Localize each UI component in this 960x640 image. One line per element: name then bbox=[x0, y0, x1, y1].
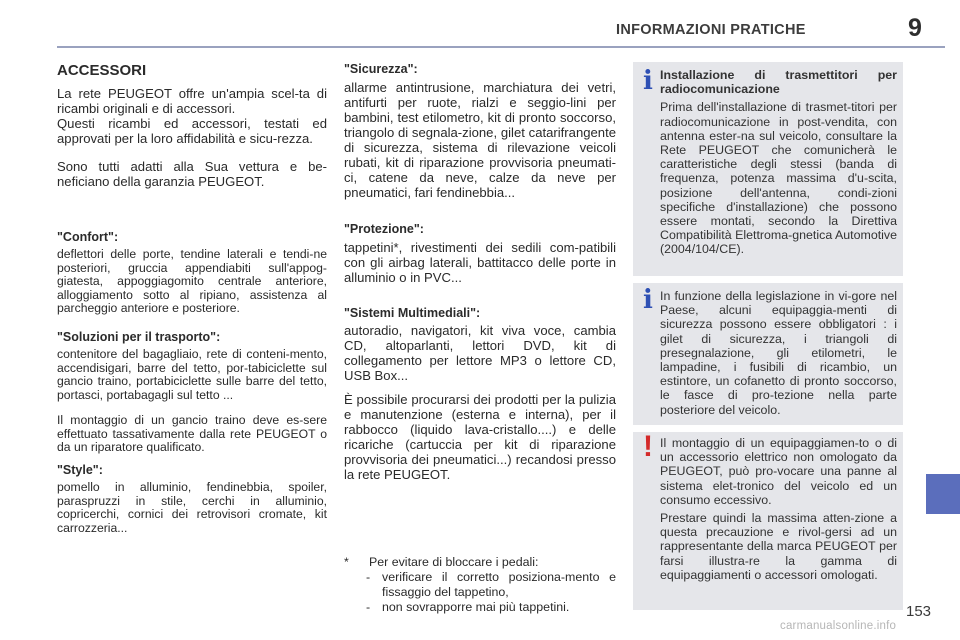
protezione-text: tappetini*, rivestimenti dei sedili com-patibili con gli airbag laterali, battitacco delle porte in alluminio o in PVC... bbox=[344, 240, 616, 285]
sicurezza-text: allarme antintrusione, marchiatura dei vetri, antifurti per ruote, rialzi e seggio-lini per bambini, test etilometro, kit di pronto soccorso, triangolo di segnala-zione, gilet catarifrangente di sicurezza, sistema di rilevazione veicoli rubati, kit di riparazione provvisoria pneumati-ci, catene da neve, calze da neve per pneumatici, fari fendinebbia... bbox=[344, 80, 616, 200]
confort-text: deflettori delle porte, tendine laterali e tendi-ne posteriori, gruccia appendiabiti sull'appog-giatesta, appoggiagomito centrale anteriore, alloggiamento sotto al ripiano, assistenza al parcheggio anteriore e posteriore. bbox=[57, 247, 327, 316]
footnote-dash: - bbox=[366, 570, 371, 584]
sicurezza-heading: "Sicurezza": bbox=[344, 62, 418, 76]
footnote-item-text: non sovrapporre mai più tappetini. bbox=[382, 600, 570, 614]
footnote-dash: - bbox=[366, 600, 371, 614]
multimedia-heading: "Sistemi Multimediali": bbox=[344, 306, 481, 320]
warning-box-content bbox=[660, 436, 897, 582]
watermark: carmanualsonline.info bbox=[780, 620, 897, 632]
info-box-radio-title: Installazione di trasmettitori per radiocomunicazione bbox=[660, 68, 897, 97]
info-box-radio bbox=[633, 62, 903, 276]
info-box-radio-text: Prima dell'installazione di trasmet-titori per radiocomunicazione in post-vendita, con antenna ester-na sul veicolo, consultare la Rete PEUGEOT che comunicherà le caratteristiche degli stessi (banda di frequenza, potenza massima d'u-scita, posizione dell'antenna, condi-zioni specifiche d'installazione) che possono essere montati, secondo la Direttiva Compatibilità Elettroma-gnetica Automotive (2004/104/CE). bbox=[660, 100, 897, 257]
header-divider bbox=[57, 46, 945, 48]
footnote-item bbox=[344, 570, 616, 600]
warning-icon: ! bbox=[643, 430, 653, 463]
warning-box-electrical bbox=[633, 432, 903, 610]
footnote-asterisk: * bbox=[344, 555, 349, 569]
info-box-legislation-text: In funzione della legislazione in vi-gore nel Paese, alcuni equipaggia-menti di sicurezza possono essere obbligatori : i gilet di sicurezza, i triangoli di presegnalazione, gli etilometri, le lampadine, i fusibili di ricambio, un estintore, un cofanetto di pronto soccorso, le fasce di pro-tezione nella parte posteriore del veicolo. bbox=[660, 289, 897, 417]
page-number: 153 bbox=[906, 603, 932, 620]
info-icon: i bbox=[643, 66, 653, 96]
section-title: ACCESSORI bbox=[57, 62, 147, 79]
warning-text-2: Prestare quindi la massima atten-zione a questa precauzione e rivol-gersi ad un rappresentante della marca PEUGEOT per farsi illustra-re la gamma di equipaggiamenti o accessori omologati. bbox=[660, 511, 897, 582]
chapter-number: 9 bbox=[908, 14, 922, 42]
confort-heading: "Confort": bbox=[57, 230, 119, 244]
trasporto-text: contenitore del bagagliaio, rete di conteni-mento, accendisigari, barre del tetto, por-tabiciclette sul gancio traino, portabiciclette sulle barre del tetto, portasci, portabagagli sul tetto ... bbox=[57, 347, 327, 402]
info-icon: i bbox=[643, 285, 653, 315]
footnote bbox=[344, 555, 616, 615]
style-heading: "Style": bbox=[57, 463, 103, 477]
warning-text-1: Il montaggio di un equipaggiamen-to o di un accessorio elettrico non omologato da PEUGEOT, può pro-vocare una panne al sistema elet-tronico del veicolo ed un consumo eccessivo. bbox=[660, 436, 897, 507]
footnote-item bbox=[344, 600, 616, 615]
page-header-title: INFORMAZIONI PRATICHE bbox=[616, 22, 806, 38]
multimedia-text: autoradio, navigatori, kit viva voce, cambia CD, altoparlanti, lettori DVD, kit di collegamento per lettore MP3 o lettore CD, USB Box... bbox=[344, 323, 616, 383]
intro-paragraph-2: Questi ricambi ed accessori, testati ed approvati per la loro affidabilità e sicu-rezza. bbox=[57, 116, 327, 146]
manutenzione-text: È possibile procurarsi dei prodotti per la pulizia e manutenzione (esterna e interna), per il rabbocco (liquido lava-cristallo....) e delle ricariche (cartuccia per kit di riparazione provvisoria dei pneumatici...) recandosi presso la rete PEUGEOT. bbox=[344, 392, 616, 482]
trasporto-heading: "Soluzioni per il trasporto": bbox=[57, 330, 221, 344]
trasporto-text-2: Il montaggio di un gancio traino deve es-sere effettuato tassativamente dalla rete PEUGEOT o da un riparatore qualificato. bbox=[57, 413, 327, 455]
footnote-intro: Per evitare di bloccare i pedali: bbox=[369, 555, 539, 569]
protezione-heading: "Protezione": bbox=[344, 222, 424, 236]
info-box-legislation bbox=[633, 283, 903, 425]
info-box-legislation-content bbox=[660, 289, 897, 417]
chapter-side-tab bbox=[926, 474, 960, 514]
style-text: pomello in alluminio, fendinebbia, spoiler, paraspruzzi in stile, cerchi in alluminio, copricerchi, cornici dei retrovisori cromate, kit carrozzeria... bbox=[57, 480, 327, 535]
info-box-radio-content bbox=[660, 68, 897, 257]
footnote-item-text: verificare il corretto posiziona-mento e fissaggio del tappetino, bbox=[382, 570, 616, 599]
intro-paragraph-1: La rete PEUGEOT offre un'ampia scel-ta di ricambi originali e di accessori. bbox=[57, 86, 327, 116]
intro-paragraph-3: Sono tutti adatti alla Sua vettura e be-neficiano della garanzia PEUGEOT. bbox=[57, 159, 327, 189]
